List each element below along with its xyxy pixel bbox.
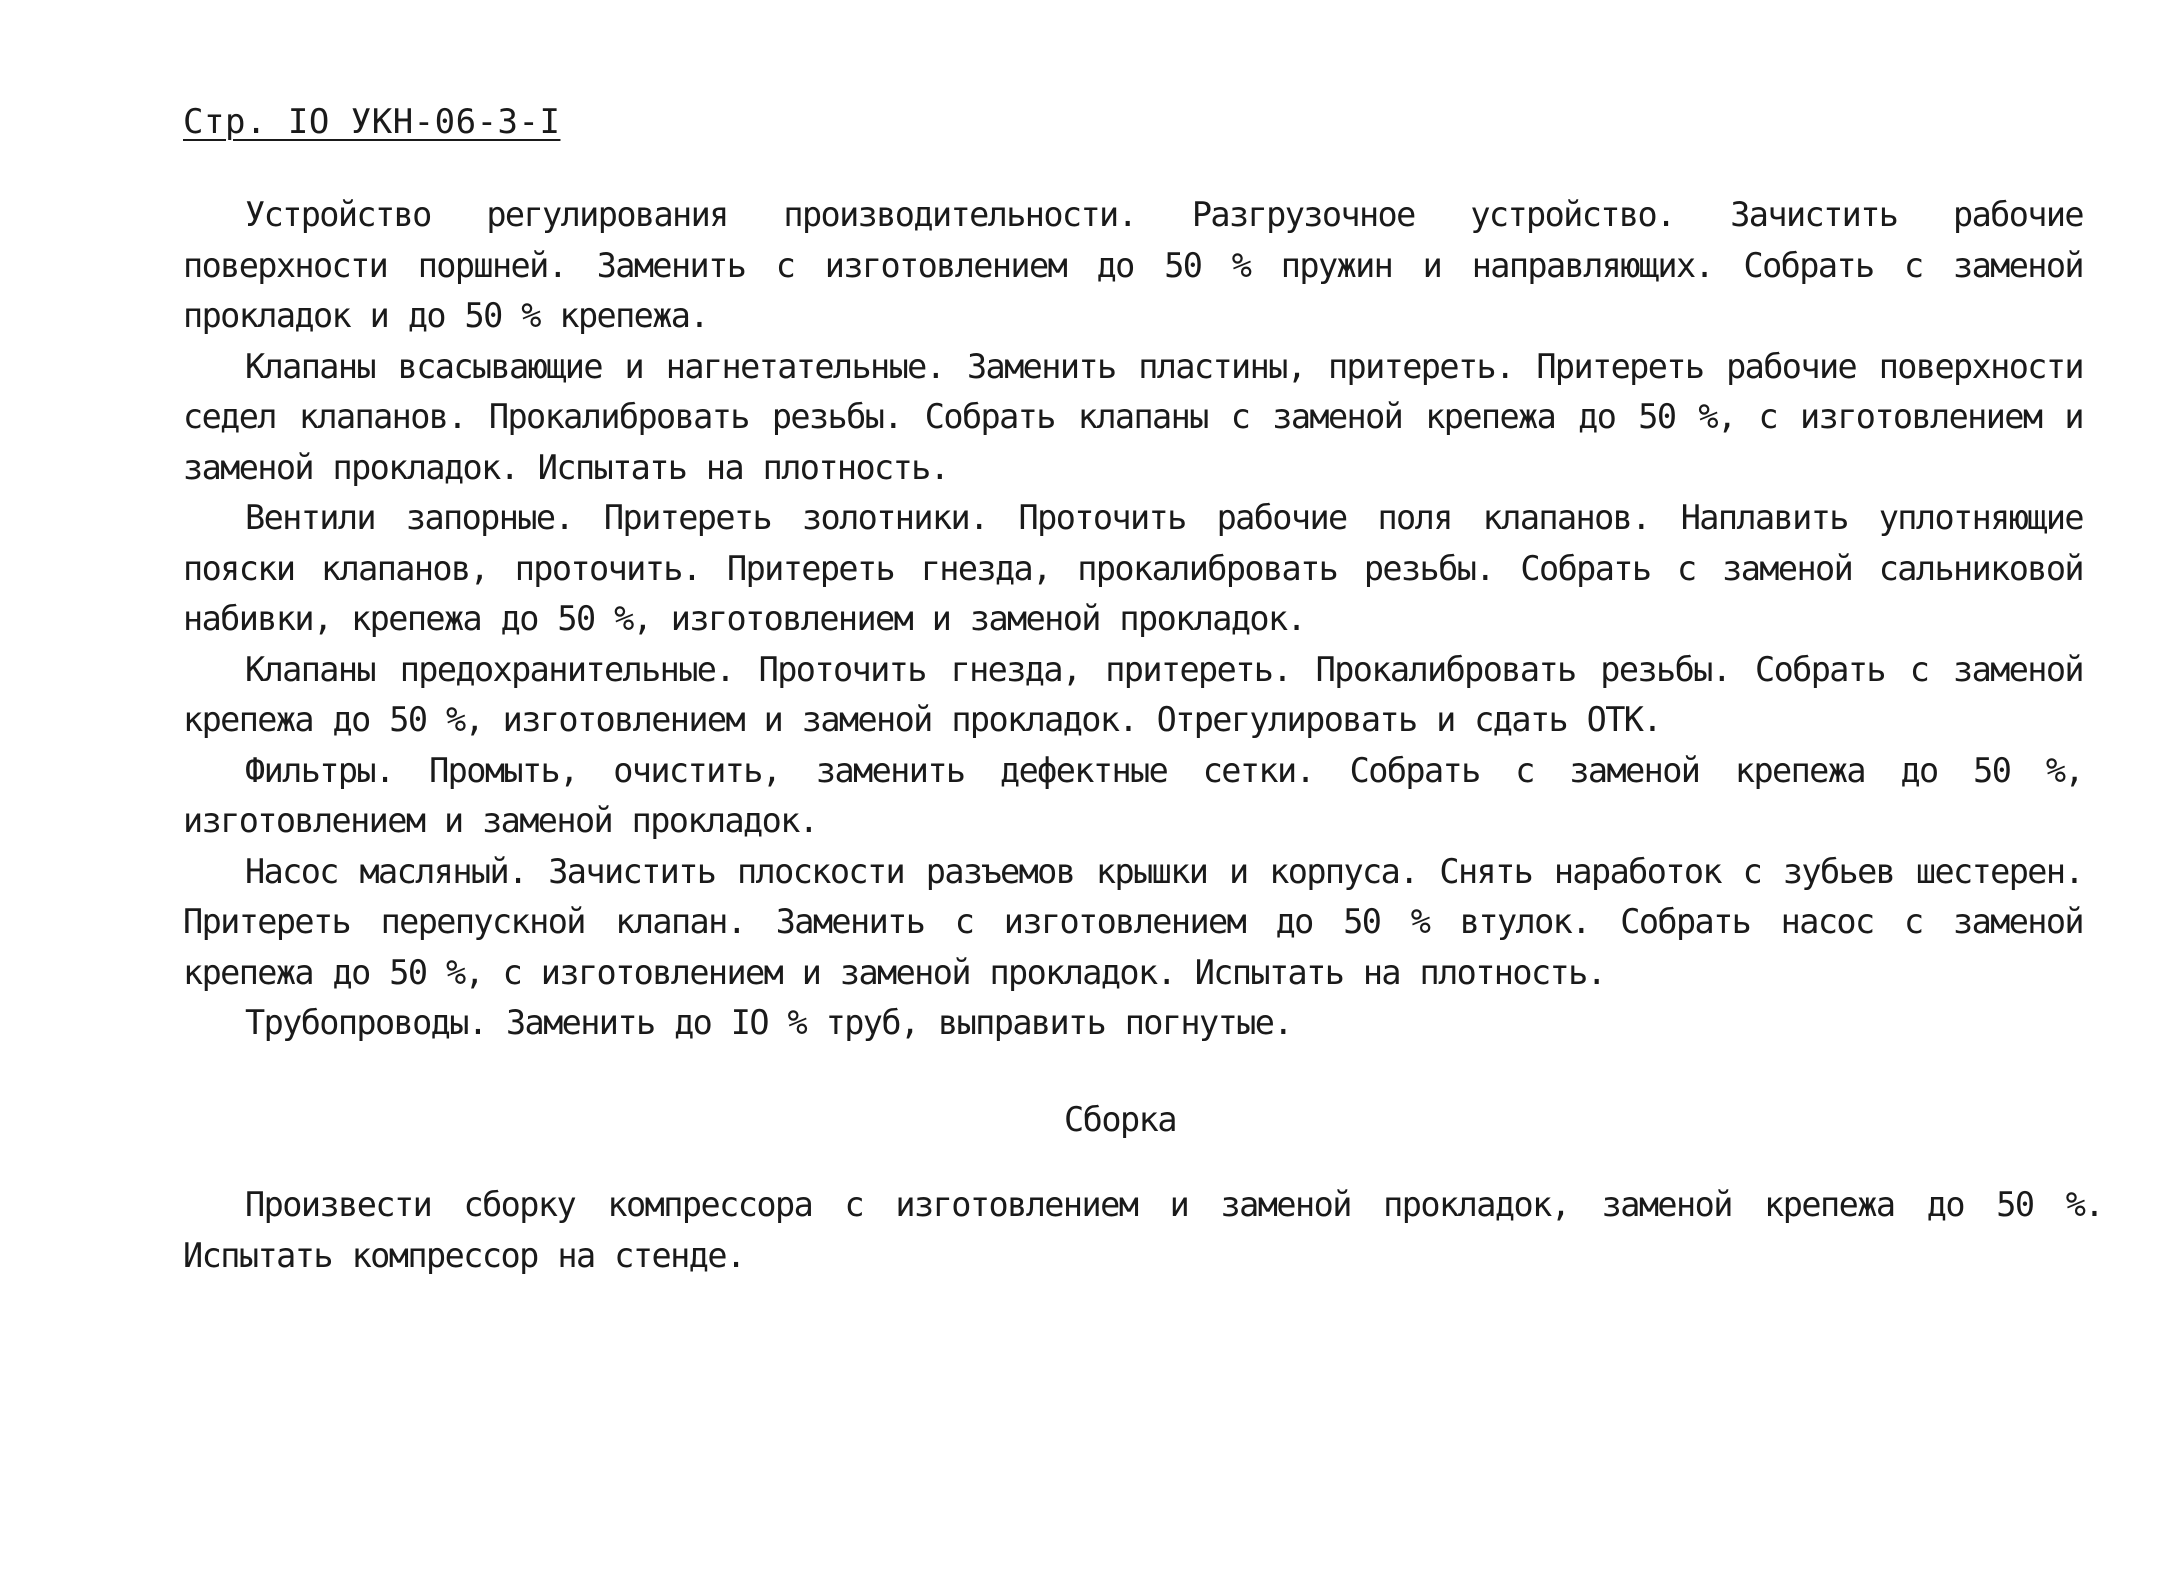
paragraph-pipelines: Трубопроводы. Заменить до IO % труб, выправить погнутые. bbox=[245, 1003, 1292, 1042]
paragraph-filters: Фильтры. Промыть, очистить, заменить дефектные сетки. Собрать с заменой крепежа до 50 %, изготовлением и заменой прокладок. bbox=[183, 750, 2083, 840]
paragraph-oil-pump: Насос масляный. Зачистить плоскости разъемов крышки и корпуса. Снять наработок с зубьев шестерен. Притереть перепускной клапан. Заменить с изготовлением до 50 % втулок. Собрать насос с заменой крепежа до 50 %, с изготовлением и заменой прокладок. Испытать на плотность. bbox=[183, 851, 2083, 992]
paragraph-safety-valves: Клапаны предохранительные. Проточить гнезда, притереть. Прокалибровать резьбы. Собрать с заменой крепежа до 50 %, изготовлением и заменой прокладок. Отрегулировать и сдать ОТК. bbox=[183, 649, 2083, 739]
paragraph-suction-discharge-valves: Клапаны всасывающие и нагнетательные. Заменить пластины, притереть. Притереть рабочие поверхности седел клапанов. Прокалибровать резьбы. Собрать клапаны с заменой крепежа до 50 %, с изготовлением и заменой прокладок. Испытать на плотность. bbox=[183, 346, 2083, 487]
section-title-assembly: Сборка bbox=[1063, 1100, 1176, 1139]
paragraph-capacity-control: Устройство регулирования производительности. Разгрузочное устройство. Зачистить рабочие поверхности поршней. Заменить с изготовлением до 50 % пружин и направляющих. Собрать с заменой прокладок и до 50 % крепежа. bbox=[183, 195, 2083, 335]
page-reference-header: Стр. IO УКН-06-3-I bbox=[183, 102, 561, 142]
assembly-instructions bbox=[183, 1180, 2103, 1281]
paragraph-shutoff-valves: Вентили запорные. Притереть золотники. Проточить рабочие поля клапанов. Наплавить уплотняющие пояски клапанов, проточить. Притереть гнезда, прокалибровать резьбы. Собрать с заменой сальниковой набивки, крепежа до 50 %, изготовлением и заменой прокладок. bbox=[183, 498, 2083, 638]
repair-instructions bbox=[183, 190, 2083, 1049]
paragraph-assembly: Произвести сборку компрессора с изготовлением и заменой прокладок, заменой крепежа до 50 %. Испытать компрессор на стенде. bbox=[183, 1185, 2103, 1275]
